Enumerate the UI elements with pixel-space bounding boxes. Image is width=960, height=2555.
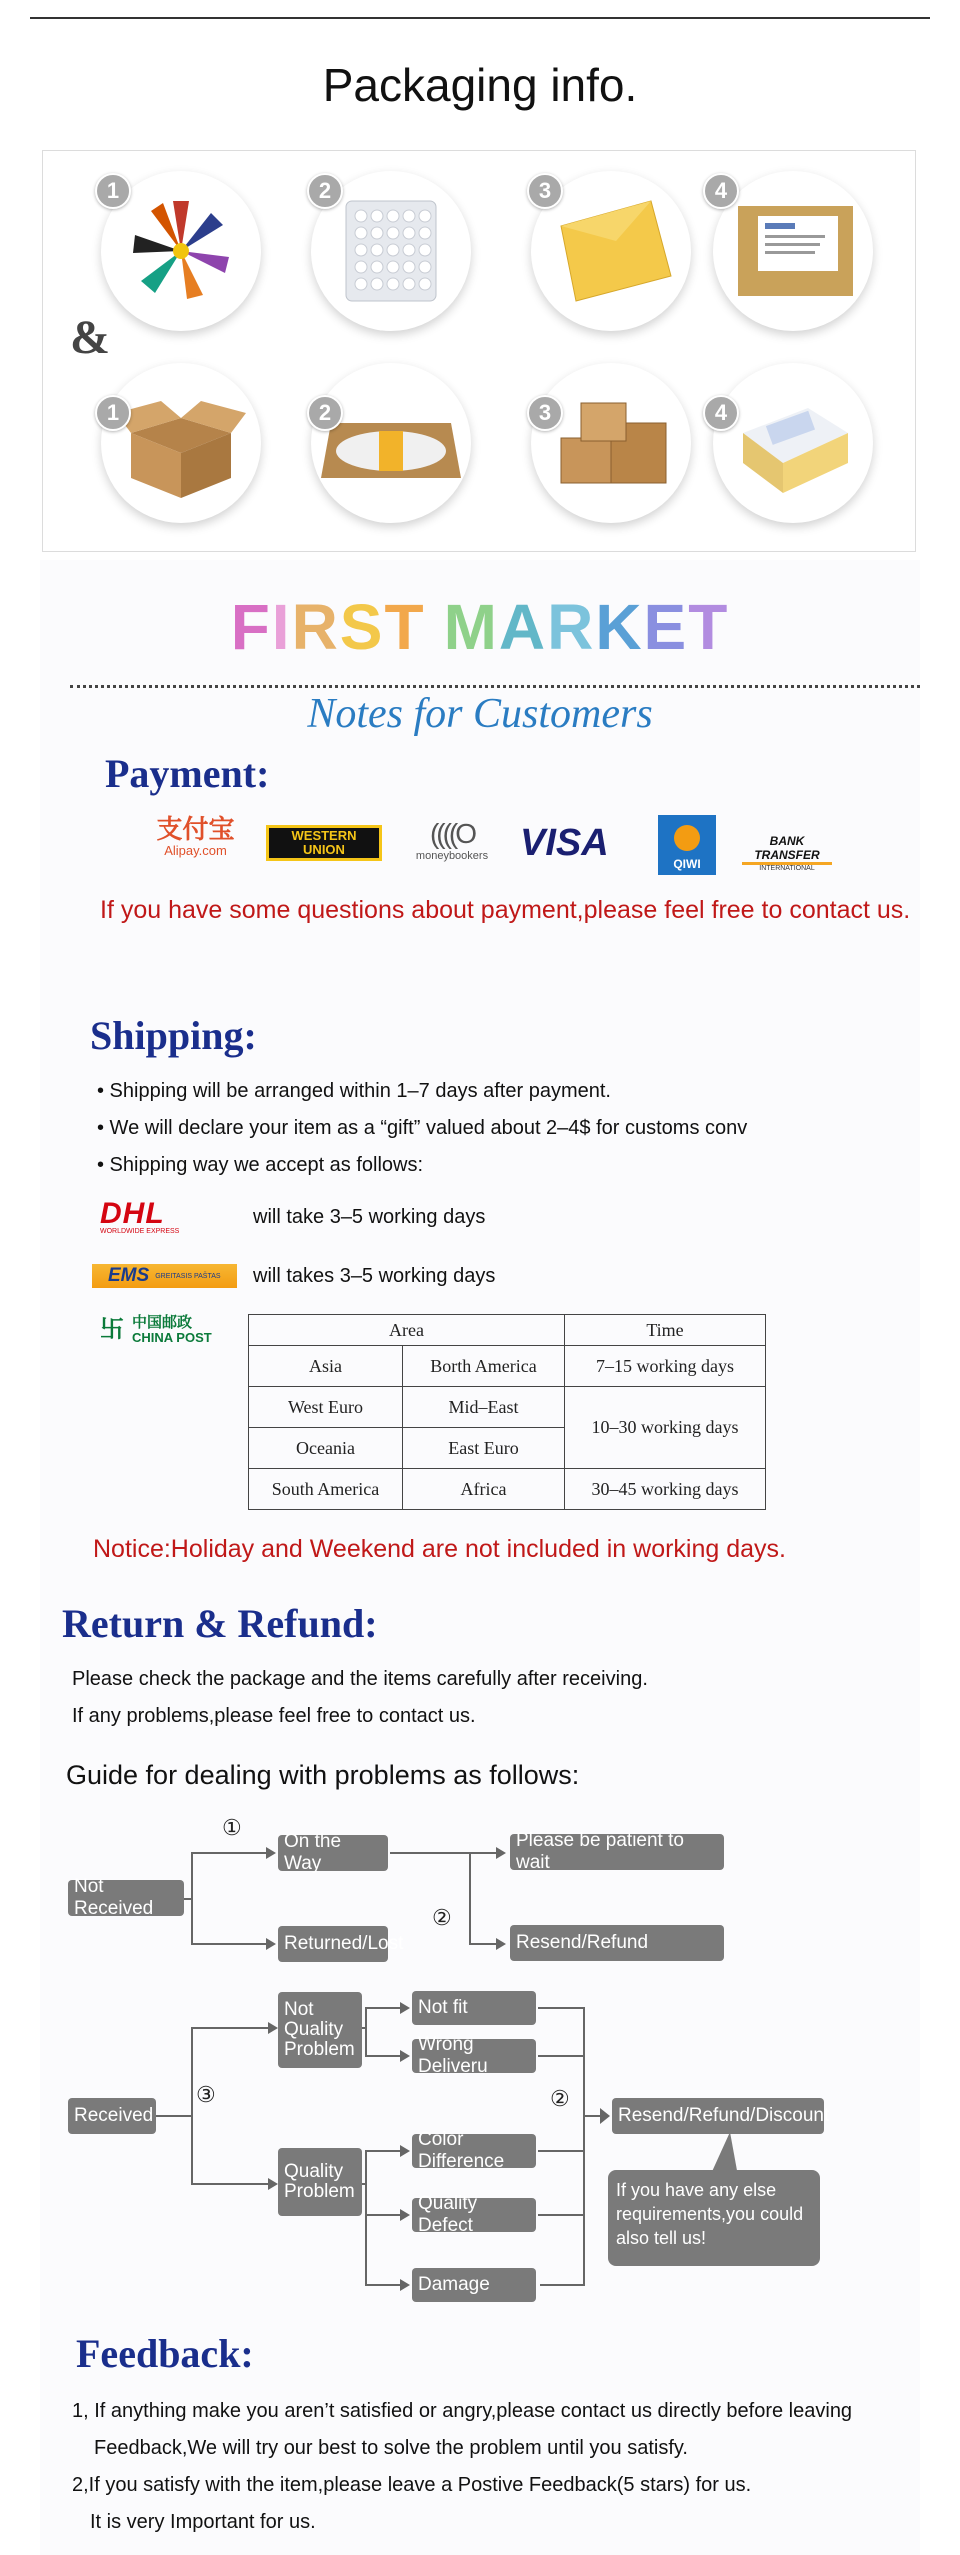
- brand-letter: K: [595, 591, 644, 663]
- be-patient-box: Please be patient to wait: [510, 1834, 724, 1870]
- table-cell: 10–30 working days: [565, 1387, 766, 1469]
- guide-title: Guide for dealing with problems as follows:: [66, 1760, 580, 1790]
- brand-letter: T: [384, 591, 426, 663]
- step-number-badge: 3: [527, 395, 563, 431]
- ampersand-symbol: &: [70, 311, 110, 364]
- damage-box: Damage: [412, 2268, 536, 2302]
- dhl-delivery-time: will take 3–5 working days: [253, 1206, 486, 1228]
- payment-note: If you have some questions about payment,please feel free to contact us.: [100, 896, 911, 924]
- table-cell: South America: [249, 1469, 403, 1510]
- bank-transfer-subtext: INTERNATIONAL: [759, 865, 815, 872]
- brand-letter: M: [443, 591, 499, 663]
- notes-title: Notes for Customers: [307, 691, 653, 737]
- table-header: Area: [249, 1315, 565, 1346]
- brand-letter: T: [688, 591, 730, 663]
- table-cell: Africa: [402, 1469, 564, 1510]
- step-marker: ①: [222, 1815, 242, 1840]
- shipping-bullet: • Shipping way we accept as follows:: [97, 1154, 424, 1176]
- quality-defect-box: Quality Defect: [412, 2198, 536, 2232]
- brand-letter: R: [547, 591, 596, 663]
- table-cell: 30–45 working days: [565, 1469, 766, 1510]
- shipping-heading: Shipping:: [90, 1013, 257, 1058]
- step-number-badge: 2: [307, 395, 343, 431]
- western-union-logo: WESTERN UNION: [266, 825, 382, 861]
- china-post-text: CHINA POST: [132, 1330, 212, 1345]
- table-header: Time: [565, 1315, 766, 1346]
- color-difference-box: Color Difference: [412, 2134, 536, 2168]
- ems-delivery-time: will takes 3–5 working days: [253, 1265, 496, 1287]
- feedback-line: 1, If anything make you aren’t satisfied or angry,please contact us directly before leaving: [72, 2400, 853, 2422]
- returned-lost-box: Returned/Lost: [278, 1926, 388, 1962]
- qiwi-logo: QIWI: [658, 815, 716, 875]
- brand-letter: I: [271, 591, 292, 663]
- else-requirements-bubble: If you have any else requirements,you could also tell us!: [608, 2170, 820, 2266]
- table-cell: Asia: [249, 1346, 403, 1387]
- step-marker: ③: [196, 2082, 216, 2107]
- shipping-bullet: • We will declare your item as a “gift” valued about 2–4$ for customs conv: [97, 1117, 748, 1139]
- alipay-logo-cn: 支付宝: [156, 814, 235, 844]
- china-post-icon: 卐: [100, 1316, 124, 1343]
- brand-letter: E: [643, 591, 689, 663]
- shipping-bullet: • Shipping will be arranged within 1–7 days after payment.: [97, 1080, 611, 1102]
- feedback-line: 2,If you satisfy with the item,please leave a Postive Feedback(5 stars) for us.: [72, 2474, 752, 2496]
- step-number-badge: 3: [527, 173, 563, 209]
- refund-heading: Return & Refund:: [62, 1601, 378, 1646]
- not-received-box: Not Received: [68, 1880, 184, 1916]
- not-fit-box: Not fit: [412, 1991, 536, 2025]
- not-quality-problem-box: Not Quality Problem: [278, 1992, 362, 2068]
- table-cell: Mid–East: [402, 1387, 564, 1428]
- table-cell: Oceania: [249, 1428, 403, 1469]
- step-number-badge: 4: [703, 173, 739, 209]
- table-cell: Borth America: [402, 1346, 564, 1387]
- alipay-logo-text: Alipay.com: [164, 843, 227, 858]
- step-number-badge: 4: [703, 395, 739, 431]
- resend-refund-box: Resend/Refund: [510, 1925, 724, 1961]
- ems-logo: EMS GREITASIS PAŠTAS: [92, 1264, 237, 1288]
- feedback-heading: Feedback:: [76, 2331, 254, 2376]
- table-cell: West Euro: [249, 1387, 403, 1428]
- quality-problem-box: Quality Problem: [278, 2148, 362, 2216]
- holiday-notice: Notice:Holiday and Weekend are not included in working days.: [93, 1535, 786, 1563]
- brand-letter: F: [230, 591, 272, 663]
- page-title: Packaging info.: [322, 59, 638, 111]
- refund-line: If any problems,please feel free to contact us.: [72, 1705, 476, 1727]
- moneybookers-text: moneybookers: [415, 850, 489, 862]
- on-the-way-box: On the Way: [278, 1835, 388, 1871]
- step-marker: ②: [550, 2086, 570, 2111]
- moneybookers-mark: ((((O: [429, 818, 475, 849]
- step-number-badge: 1: [95, 395, 131, 431]
- step-marker: ②: [432, 1905, 452, 1930]
- table-cell: 7–15 working days: [565, 1346, 766, 1387]
- feedback-line: Feedback,We will try our best to solve the problem until you satisfy.: [94, 2437, 688, 2459]
- dhl-logo-text: DHL: [100, 1197, 165, 1230]
- step-number-badge: 2: [307, 173, 343, 209]
- brand-letter: S: [339, 591, 385, 663]
- refund-line: Please check the package and the items carefully after receiving.: [72, 1668, 648, 1690]
- bank-transfer-text: BANK TRANSFER: [742, 834, 832, 865]
- payment-heading: Payment:: [105, 751, 270, 796]
- wrong-delivery-box: Wrong Deliveru: [412, 2039, 536, 2073]
- brand-letter: R: [291, 591, 340, 663]
- table-cell: East Euro: [402, 1428, 564, 1469]
- feedback-line: It is very Important for us.: [90, 2511, 316, 2533]
- china-post-cn: 中国邮政: [132, 1314, 193, 1331]
- received-box: Received: [68, 2098, 156, 2134]
- brand-letter: A: [498, 591, 548, 663]
- visa-logo: VISA: [520, 822, 609, 864]
- step-number-badge: 1: [95, 173, 131, 209]
- resend-refund-discount-box: Resend/Refund/Discount: [612, 2098, 824, 2134]
- dhl-logo-subtext: WORLDWIDE EXPRESS: [100, 1228, 180, 1235]
